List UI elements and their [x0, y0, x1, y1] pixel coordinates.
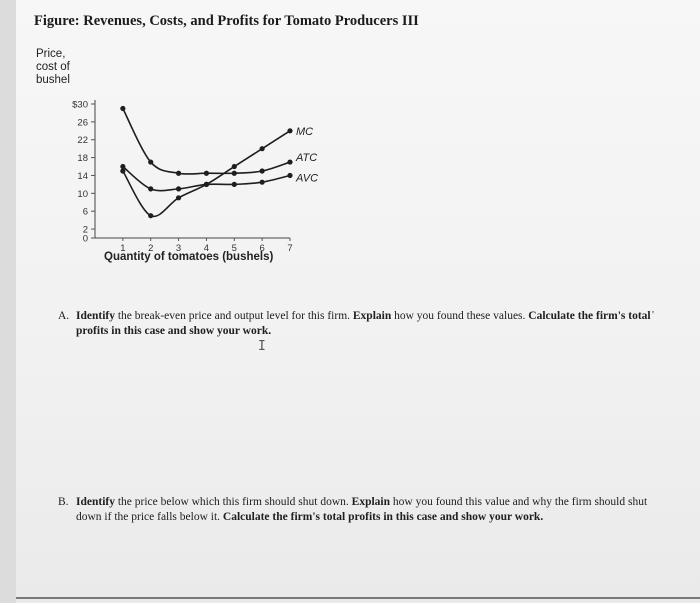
y-ticks	[72, 100, 95, 245]
y-tick-label: 6	[82, 206, 88, 218]
question-b-letter: B.	[58, 496, 69, 508]
avc-point	[260, 180, 265, 185]
y-tick-label: 10	[77, 188, 88, 200]
atc-label: ATC	[296, 152, 318, 165]
question-b-text	[76, 495, 658, 525]
question-b-run: Identify	[76, 496, 115, 508]
avc-label: AVC	[296, 172, 319, 185]
x-tick-label: 3	[175, 243, 182, 254]
mc-point	[232, 164, 237, 169]
atc-point	[204, 171, 209, 176]
apostrophe-mark: '	[652, 309, 654, 321]
atc-point	[287, 159, 292, 164]
x-tick-label: 4	[203, 243, 210, 254]
figure-title: Figure: Revenues, Costs, and Profits for Tomato Producers III	[34, 13, 419, 29]
question-b-run: Calculate the firm's total profits in this case and show your work.	[222, 511, 544, 523]
mc-label: MC	[296, 125, 314, 138]
question-a-run: Identify	[76, 310, 115, 322]
question-a-letter: A.	[58, 310, 70, 322]
mc-point	[176, 195, 181, 200]
y-tick-label: 22	[77, 135, 88, 147]
page-divider	[16, 597, 700, 599]
question-b-run: the price below which this firm should shut down.	[114, 496, 352, 508]
avc-point	[232, 182, 237, 187]
avc-point	[204, 182, 209, 187]
x-axis-title: Quantity of tomatoes (bushels)	[104, 251, 274, 263]
question-b-run: how you found this value and why the firm should shut down if the price falls below it.	[76, 496, 648, 523]
y-tick-label: 26	[77, 117, 88, 129]
y-axis-title-line: bushel	[36, 74, 70, 86]
chart-series	[120, 106, 318, 218]
atc-point	[232, 171, 237, 176]
y-axis-title-line: cost of	[36, 61, 70, 73]
atc-point	[120, 106, 125, 111]
y-tick-label: 0	[82, 233, 88, 245]
atc-point	[176, 171, 181, 176]
x-tick-label: 6	[259, 243, 265, 254]
mc-point	[287, 128, 292, 133]
mc-point	[260, 146, 265, 151]
x-tick-label: 1	[120, 243, 126, 254]
avc-point	[176, 186, 181, 191]
mc-point	[148, 213, 153, 218]
y-tick-label: $30	[72, 99, 88, 111]
question-a-run: Calculate the firm's total profits in this case and show your work.	[76, 310, 651, 337]
x-tick-label: 2	[148, 243, 154, 254]
atc-point	[260, 168, 265, 173]
question-a-run: the break-even price and output level for this firm.	[114, 310, 353, 322]
atc-point	[148, 159, 153, 164]
avc-point	[148, 186, 153, 191]
question-b-run: Explain	[351, 496, 391, 508]
y-axis-title-line: Price,	[36, 48, 66, 60]
avc-point	[120, 164, 125, 169]
atc-curve	[123, 108, 290, 174]
question-a-run: how you found these values.	[391, 310, 529, 322]
y-tick-label: 2	[82, 224, 88, 236]
text-cursor-icon: I	[258, 339, 266, 354]
x-tick-label: 7	[287, 243, 293, 254]
x-tick-label: 5	[231, 243, 237, 254]
question-a-run: Explain	[352, 310, 392, 322]
question-a-text	[76, 309, 668, 339]
avc-point	[287, 173, 292, 178]
y-tick-label: 18	[77, 153, 88, 165]
y-tick-label: 14	[77, 170, 88, 182]
